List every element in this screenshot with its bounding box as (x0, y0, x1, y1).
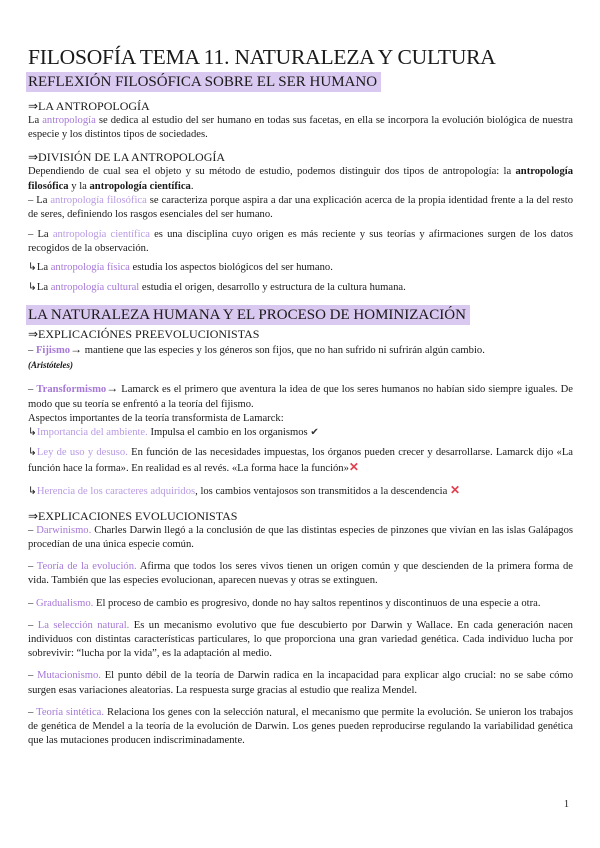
subheading-evolucionistas: ⇒EXPLICACIONES EVOLUCIONISTAS (28, 508, 238, 523)
term-cultural: antropología cultural (50, 281, 140, 293)
term-mutacionismo: Mutacionismo. (37, 670, 101, 682)
arrow-icon: → (106, 381, 119, 396)
paragraph-seleccion-natural: – La selección natural. Es un mecanismo evolutivo que fue descubierto por Darwin y Wallace. En cada generación nacen individuos con distintas características particulares, lo que proporciona una gran variedad genética. Cada individuo lucha por sobrevivir: “lucha por la vida”, es la adaptación al medio. (28, 619, 573, 660)
cross-icon: ✕ (449, 482, 460, 497)
page-title: FILOSOFÍA TEMA 11. NATURALEZA Y CULTURA (28, 45, 496, 69)
term-uso-desuso: Ley de uso y desuso. (36, 447, 128, 459)
term-teoria-evolucion: Teoría de la evolución. (36, 561, 137, 573)
check-icon: ✔ (310, 427, 319, 439)
term-gradualismo: Gradualismo. (35, 597, 94, 609)
term-seleccion-natural: La selección natural. (37, 619, 130, 631)
term-fisica: antropología física (50, 261, 130, 273)
section-heading-hominizacion: LA NATURALEZA HUMANA Y EL PROCESO DE HOMINIZACIÓN (26, 305, 470, 325)
term-ambiente: Importancia del ambiente. (36, 427, 148, 439)
paragraph-antropologia: La antropología se dedica al estudio del ser humano en todas sus facetas, en ella se incorpora la evolución biológica de nuestra especie y los distintos tipos de sociedades. (28, 115, 573, 141)
paragraph-mutacionismo: – Mutacionismo. El punto débil de la teoría de Darwin radica en la incapacidad para explicar algo crucial: no se sabe cómo surgen esas variaciones aleatorias. La respuesta surge gracias al estudio que realiza Mendel. (28, 670, 573, 696)
arrow-icon: → (70, 342, 83, 357)
author-aristoteles: (Aristóteles) (28, 360, 73, 371)
term-antropologia-filosofica: antropología filosófica (28, 166, 573, 192)
term-fijismo: Fijismo (35, 345, 71, 357)
paragraph-cientifica: – La antropología científica es una disciplina cuyo origen es más reciente y sus teorías y afirmaciones surgen de los datos recogidos de la observación. (28, 229, 573, 255)
paragraph-uso-desuso: ↳Ley de uso y desuso. En función de las necesidades impuestas, los órganos pueden crecer y desarrollarse. Lamarck dijo «La función hace la forma». En realidad es al revés. «La forma hace la función»✕ (28, 447, 573, 475)
subheading-division: ⇒DIVISIÓN DE LA ANTROPOLOGÍA (28, 150, 226, 165)
paragraph-fisica: ↳La antropología física estudia los aspectos biológicos del ser humano. (28, 261, 333, 273)
paragraph-aspectos: Aspectos importantes de la teoría transformista de Lamarck: (28, 412, 284, 424)
paragraph-cultural: ↳La antropología cultural estudia el origen, desarrollo y estructura de la cultura humana. (28, 281, 406, 293)
term-teoria-sintetica: Teoría sintética. (36, 706, 104, 718)
paragraph-gradualismo: – Gradualismo. El proceso de cambio es progresivo, donde no hay saltos repentinos y discontinuos de una especie a otra. (28, 597, 541, 609)
subheading-antropologia: ⇒LA ANTROPOLOGÍA (28, 99, 150, 113)
term-antropologia: antropología (42, 115, 96, 126)
paragraph-darwinismo: – Darwinismo. Charles Darwin llegó a la conclusión de que las distintas especies de pinzones que vivían en las islas Galápagos procedían de una única especie común. (28, 524, 573, 551)
paragraph-division: Dependiendo de cual sea el objeto y su método de estudio, podemos distinguir dos tipos de antropología: la antropología filosófica y la antropología científica. (28, 166, 573, 192)
term-filosofica: antropología filosófica (50, 194, 147, 206)
term-transformismo: Transformismo (36, 384, 107, 396)
cross-icon: ✕ (348, 460, 359, 475)
section-heading-reflexion: REFLEXIÓN FILOSÓFICA SOBRE EL SER HUMANO (26, 72, 381, 92)
term-antropologia-cientifica: antropología científica (89, 180, 191, 192)
paragraph-filosofica: – La antropología filosófica se caracteriza porque aspira a dar una explicación acerca de la propia identidad frente a la del resto de seres, definiendo los rasgos esenciales del ser humano. (28, 194, 573, 221)
subheading-preevolucionistas: ⇒EXPLICACIÓNES PREEVOLUCIONISTAS (28, 327, 260, 342)
paragraph-ambiente: ↳Importancia del ambiente. Impulsa el cambio en los organismos ✔ (28, 427, 319, 439)
term-cientifica: antropología científica (52, 229, 150, 241)
paragraph-transformismo: – Transformismo→ Lamarck es el primero que aventura la idea de que los seres humanos no habían sido siempre iguales. De modo que su teoría se enfrentó a la teoría del fijismo. (28, 381, 573, 410)
paragraph-teoria-evolucion: – Teoría de la evolución. Afirma que todos los seres vivos tienen un origen común y que descienden de la primera forma de vida. También que las especies evolucionan, aparecen nuevas y otras se extinguen. (28, 561, 573, 587)
term-darwinismo: Darwinismo. (36, 524, 92, 536)
paragraph-fijismo: – Fijismo→ mantiene que las especies y los géneros son fijos, que no han sufrido ni sufrirán algún cambio. (Aristóteles) (28, 342, 485, 371)
paragraph-teoria-sintetica: – Teoría sintética. Relaciona los genes con la selección natural, el mecanismo que permite la evolución. Se unieron los trabajos de genética de Mendel a la teoría de la evolución de Darwin. Los genes pueden reproducirse regulando la variabilidad genética que las mutaciones producen indiscriminadamente. (28, 706, 573, 747)
paragraph-herencia: ↳Herencia de los caracteres adquiridos, los cambios ventajosos son transmitidos a la descendencia ✕ (28, 482, 460, 497)
term-herencia: Herencia de los caracteres adquiridos (36, 485, 196, 497)
page-number: 1 (564, 799, 569, 810)
document-page (28, 44, 573, 749)
